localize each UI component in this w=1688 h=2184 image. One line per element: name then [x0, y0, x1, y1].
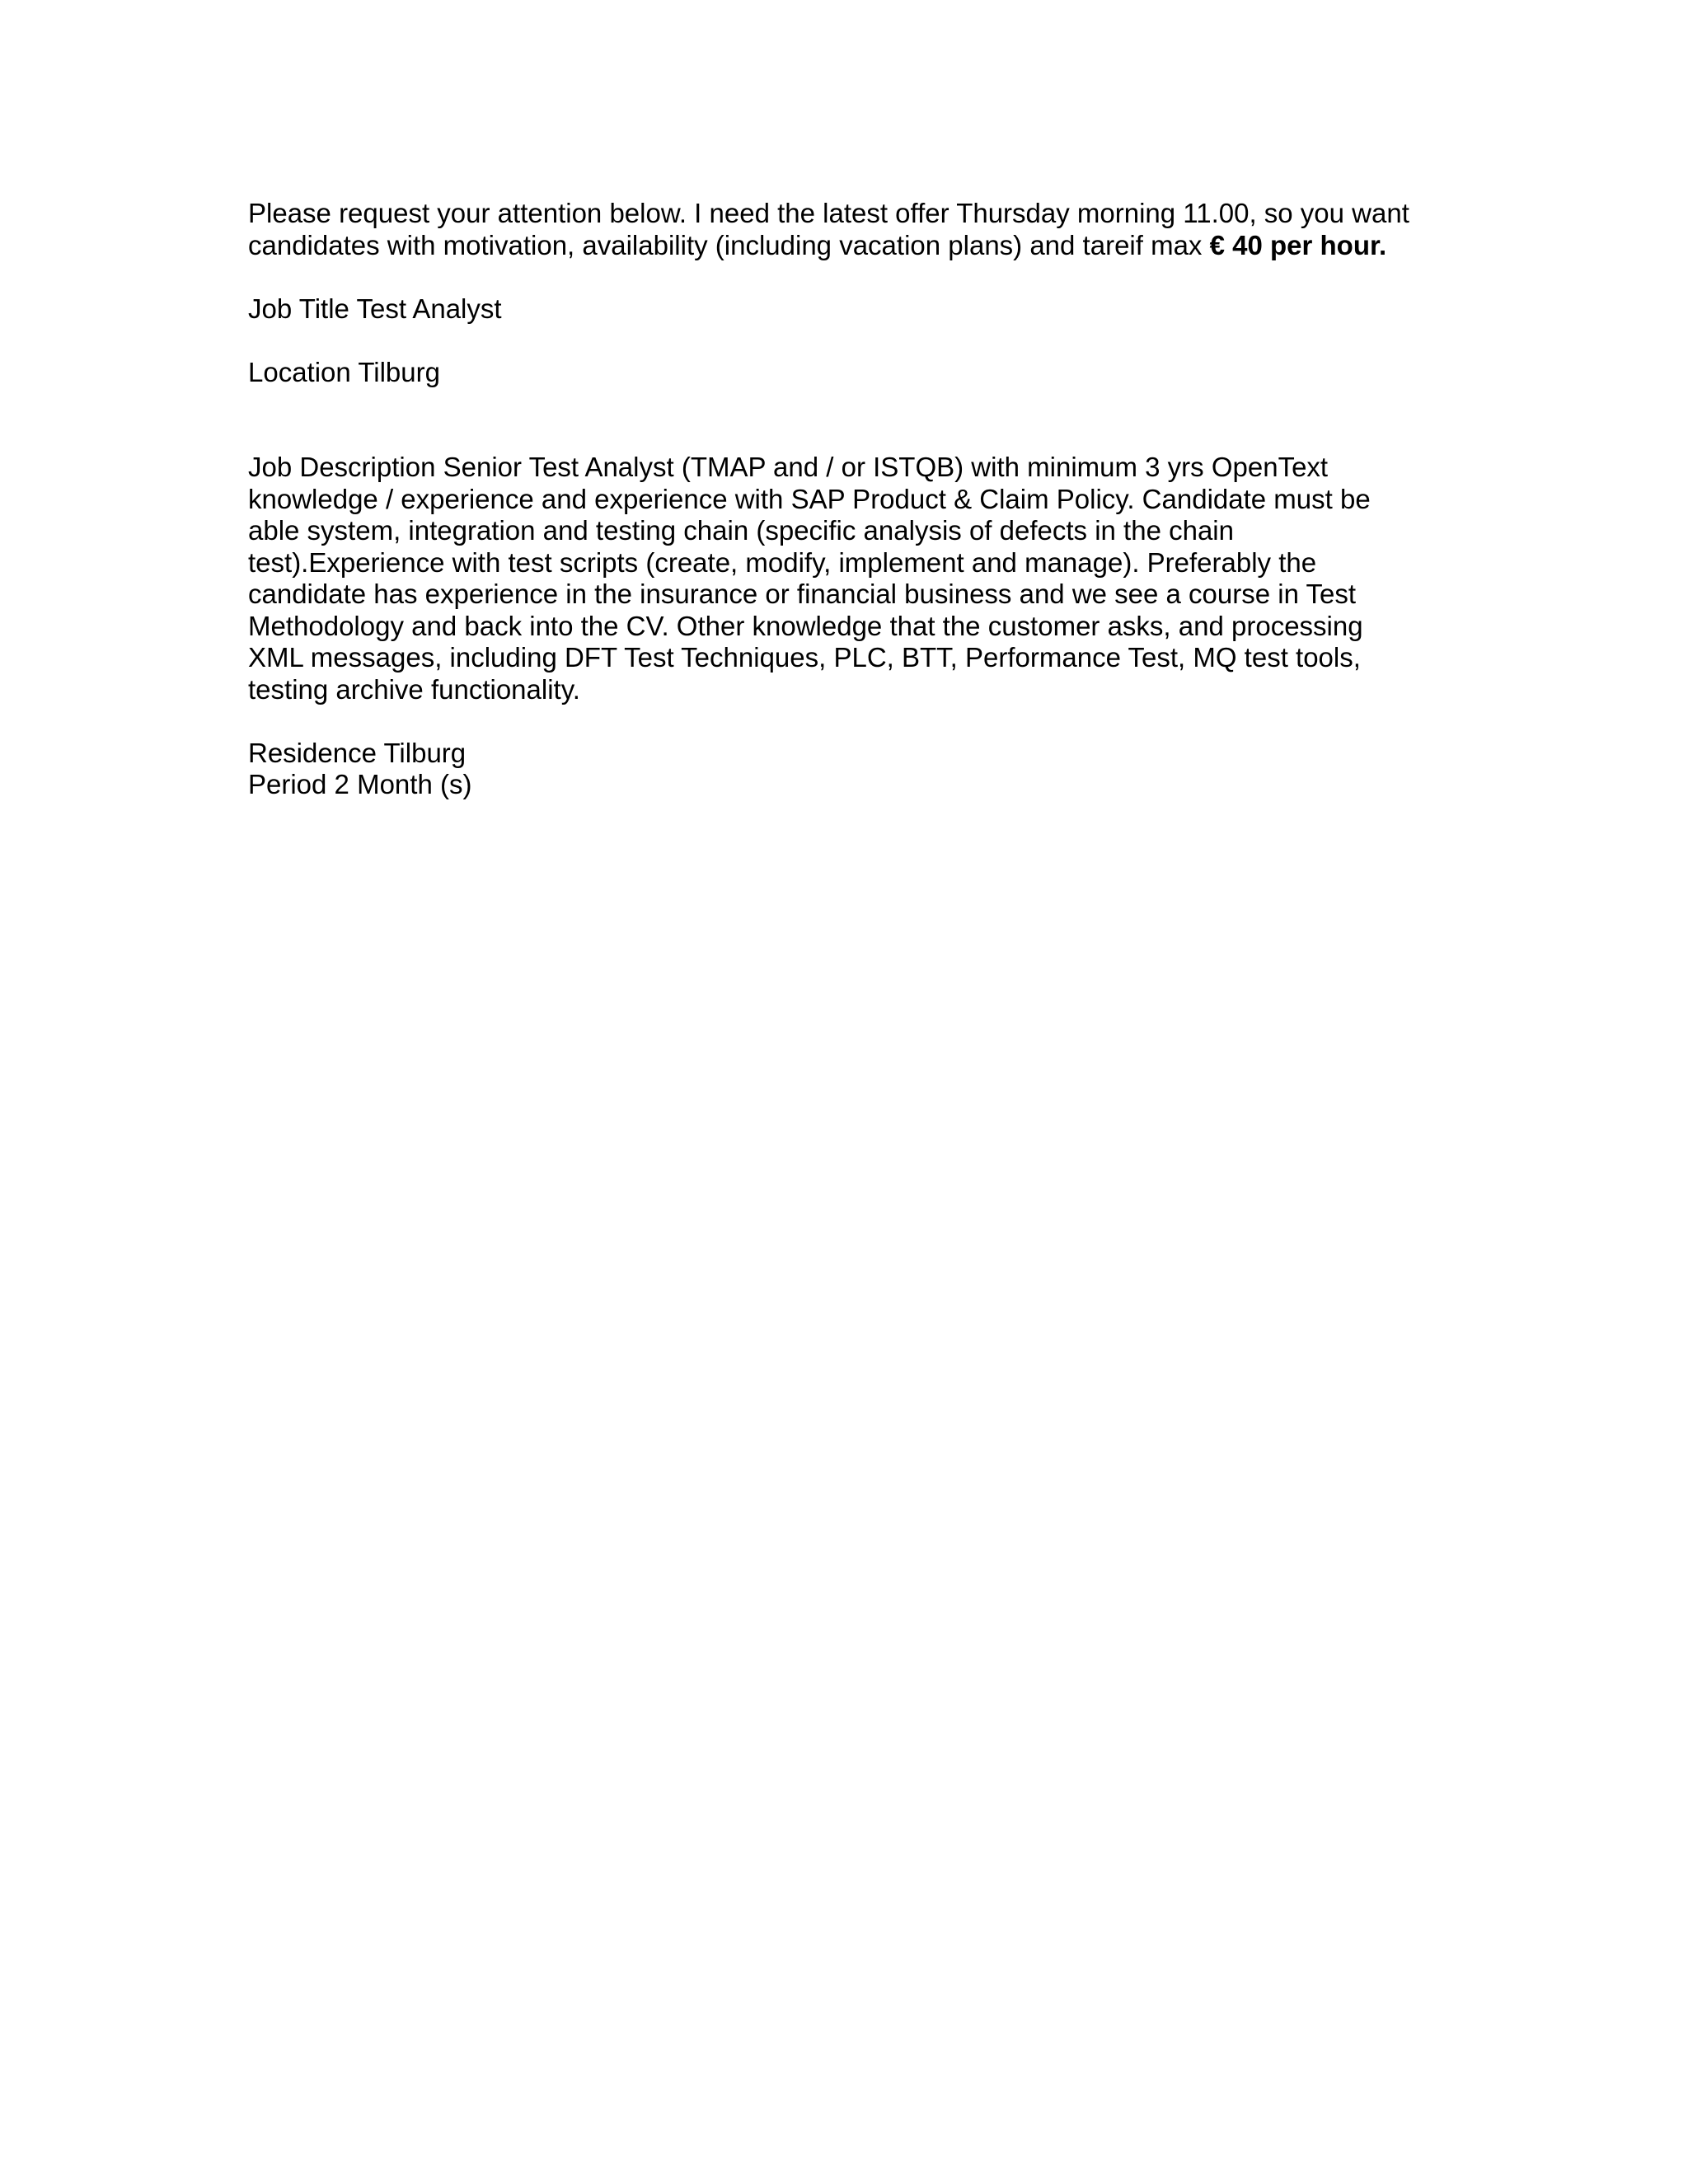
location: Location Tilburg [248, 356, 440, 387]
hourly-rate: € 40 per hour. [1209, 229, 1387, 260]
intro-line-2 [248, 230, 1451, 262]
intro-line-1: Please request your attention below. I need the latest offer Thursday morning 11.00, so you want [248, 198, 1409, 228]
description-line: candidate has experience in the insurance or financial business and we see a course in Test [248, 579, 1357, 609]
intro-line-2-text: candidates with motivation, availability (including vacation plans) and tareif max [248, 229, 1210, 260]
job-description-paragraph [248, 452, 1451, 705]
paragraph-spacer [248, 261, 1451, 293]
residence: Residence Tilburg [248, 737, 467, 768]
description-line: test).Experience with test scripts (create, modify, implement and manage). Preferably the [248, 546, 1317, 578]
description-line: able system, integration and testing chain (specific analysis of defects in the chain [248, 515, 1234, 546]
paragraph-spacer [248, 388, 1451, 452]
description-line: testing archive functionality. [248, 673, 580, 705]
paragraph-spacer [248, 325, 1451, 357]
description-line: Methodology and back into the CV. Other knowledge that the customer asks, and processing [248, 610, 1363, 641]
job-title: Job Title Test Analyst [248, 293, 502, 324]
intro-paragraph [248, 198, 1451, 261]
period: Period 2 Month (s) [248, 769, 472, 799]
paragraph-spacer [248, 705, 1451, 738]
description-line: knowledge / experience and experience with SAP Product & Claim Policy. Candidate must be [248, 483, 1371, 514]
document-body [248, 198, 1451, 801]
description-line: Job Description Senior Test Analyst (TMAP and / or ISTQB) with minimum 3 yrs OpenText [248, 452, 1329, 482]
description-line: XML messages, including DFT Test Techniques, PLC, BTT, Performance Test, MQ test tools, [248, 642, 1361, 673]
